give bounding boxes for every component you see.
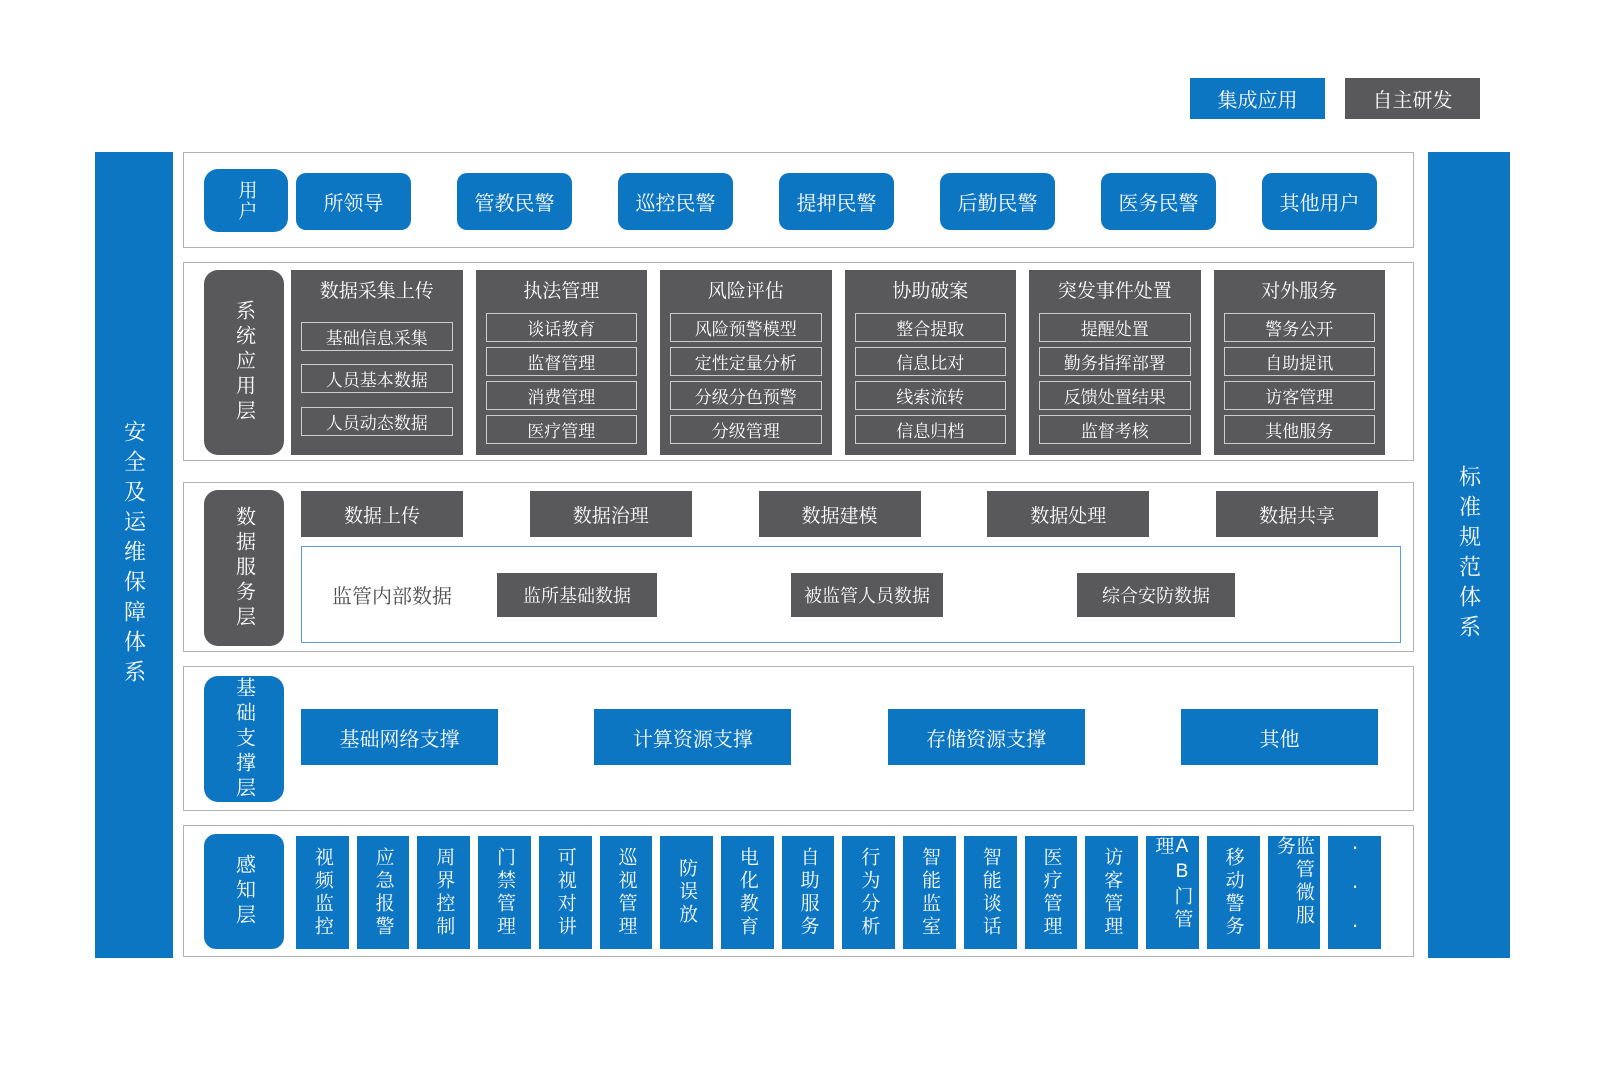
bar-video-intercom: 可视对讲 xyxy=(539,836,592,949)
group-items xyxy=(301,308,453,455)
support-resource-list xyxy=(301,709,1378,765)
group-item: 监督管理 xyxy=(486,347,638,376)
application-layer-label-text: 系统应用层 xyxy=(232,300,255,425)
application-group-list xyxy=(291,270,1385,455)
app-group-case-assist xyxy=(845,270,1017,455)
data-processing-box: 数据处理 xyxy=(987,491,1149,537)
bar-ab-door-mgmt: AB门管理 xyxy=(1146,836,1199,949)
data-layer-label xyxy=(204,490,284,646)
application-layer-label xyxy=(204,270,284,455)
bar-behavior-analysis: 行为分析 xyxy=(842,836,895,949)
user-role-guanjiao: 管教民警 xyxy=(457,173,572,230)
legend-integrated-app: 集成应用 xyxy=(1190,78,1325,119)
compute-support-box: 计算资源支撑 xyxy=(594,709,791,765)
data-function-list xyxy=(301,491,1378,537)
bar-smart-cell: 智能监室 xyxy=(903,836,956,949)
data-upload-box: 数据上传 xyxy=(301,491,463,537)
data-modeling-box: 数据建模 xyxy=(759,491,921,537)
perception-device-list xyxy=(296,836,1381,949)
facility-base-data-box: 监所基础数据 xyxy=(497,573,657,617)
group-item: 人员基本数据 xyxy=(301,364,453,393)
group-item: 人员动态数据 xyxy=(301,407,453,436)
group-item: 分级管理 xyxy=(670,415,822,444)
bar-patrol-mgmt: 巡视管理 xyxy=(600,836,653,949)
application-layer-section xyxy=(183,262,1414,461)
group-item: 信息比对 xyxy=(855,347,1007,376)
app-group-law-enforcement xyxy=(476,270,648,455)
security-ops-pillar xyxy=(95,152,173,958)
bar-anti-misrelease: 防误放 xyxy=(660,836,713,949)
group-item: 分级分色预警 xyxy=(670,381,822,410)
user-role-other: 其他用户 xyxy=(1262,173,1377,230)
group-title: 协助破案 xyxy=(892,280,969,302)
group-title: 执法管理 xyxy=(523,280,600,302)
group-item: 勤务指挥部署 xyxy=(1039,347,1191,376)
data-governance-box: 数据治理 xyxy=(530,491,692,537)
group-item: 警务公开 xyxy=(1224,313,1376,342)
support-layer-label-text: 基础支撑层 xyxy=(232,676,255,802)
detainee-data-box: 被监管人员数据 xyxy=(791,573,943,617)
user-role-tiya: 提押民警 xyxy=(779,173,894,230)
group-item: 反馈处置结果 xyxy=(1039,381,1191,410)
security-ops-pillar-label: 安全及运维保障体系 xyxy=(121,420,147,690)
group-items xyxy=(486,308,638,455)
data-layer-label-text: 数据服务层 xyxy=(232,505,255,631)
group-item: 线索流转 xyxy=(855,381,1007,410)
app-group-external-service xyxy=(1214,270,1386,455)
group-item: 风险预警模型 xyxy=(670,313,822,342)
bar-smart-interview: 智能谈话 xyxy=(964,836,1017,949)
group-item: 自助提讯 xyxy=(1224,347,1376,376)
user-role-xunkong: 巡控民警 xyxy=(618,173,733,230)
group-item: 定性定量分析 xyxy=(670,347,822,376)
bar-emergency-alarm: 应急报警 xyxy=(357,836,410,949)
group-title: 对外服务 xyxy=(1261,280,1338,302)
group-item: 信息归档 xyxy=(855,415,1007,444)
perception-layer-label-text: 感知层 xyxy=(232,854,255,929)
bar-mobile-police: 移动警务 xyxy=(1207,836,1260,949)
bar-self-service: 自助服务 xyxy=(782,836,835,949)
group-item: 其他服务 xyxy=(1224,415,1376,444)
internal-data-box xyxy=(301,546,1401,643)
user-role-list xyxy=(296,173,1377,230)
app-group-data-collection xyxy=(291,270,463,455)
perception-layer-label xyxy=(204,834,284,949)
group-item: 消费管理 xyxy=(486,381,638,410)
user-role-yiwu: 医务民警 xyxy=(1101,173,1216,230)
perception-layer-section xyxy=(183,825,1414,957)
support-layer-section xyxy=(183,666,1414,811)
group-item: 监督考核 xyxy=(1039,415,1191,444)
bar-medical-mgmt: 医疗管理 xyxy=(1025,836,1078,949)
user-role-suolingdao: 所领导 xyxy=(296,173,411,230)
group-item: 医疗管理 xyxy=(486,415,638,444)
storage-support-box: 存储资源支撑 xyxy=(888,709,1085,765)
group-items xyxy=(855,308,1007,455)
bar-video-surveillance: 视频监控 xyxy=(296,836,349,949)
app-group-risk-assessment xyxy=(660,270,832,455)
security-data-box: 综合安防数据 xyxy=(1077,573,1235,617)
user-layer-label xyxy=(204,169,288,232)
internal-data-label: 监管内部数据 xyxy=(332,586,452,608)
bar-visitor-mgmt: 访客管理 xyxy=(1085,836,1138,949)
support-layer-label xyxy=(204,676,284,802)
bar-perimeter-control: 周界控制 xyxy=(417,836,470,949)
group-items xyxy=(1224,308,1376,455)
group-item: 基础信息采集 xyxy=(301,322,453,351)
user-layer-label-text: 用户 xyxy=(235,179,257,222)
app-group-emergency xyxy=(1029,270,1201,455)
legend-self-developed: 自主研发 xyxy=(1345,78,1480,119)
group-item: 谈话教育 xyxy=(486,313,638,342)
user-role-houqin: 后勤民警 xyxy=(940,173,1055,230)
bar-access-control: 门禁管理 xyxy=(478,836,531,949)
group-title: 风险评估 xyxy=(707,280,784,302)
bar-education: 电化教育 xyxy=(721,836,774,949)
group-items xyxy=(670,308,822,455)
group-title: 突发事件处置 xyxy=(1057,280,1172,302)
group-item: 整合提取 xyxy=(855,313,1007,342)
user-layer-section xyxy=(183,152,1414,248)
bar-ellipsis: ··· xyxy=(1328,836,1381,949)
other-support-box: 其他 xyxy=(1181,709,1378,765)
network-support-box: 基础网络支撑 xyxy=(301,709,498,765)
data-sharing-box: 数据共享 xyxy=(1216,491,1378,537)
standards-pillar-label: 标准规范体系 xyxy=(1456,465,1482,645)
group-title: 数据采集上传 xyxy=(319,280,434,302)
standards-pillar xyxy=(1428,152,1510,958)
bar-micro-service: 监管微服务 xyxy=(1268,836,1321,949)
group-item: 访客管理 xyxy=(1224,381,1376,410)
group-item: 提醒处置 xyxy=(1039,313,1191,342)
data-layer-section xyxy=(183,482,1414,652)
group-items xyxy=(1039,308,1191,455)
